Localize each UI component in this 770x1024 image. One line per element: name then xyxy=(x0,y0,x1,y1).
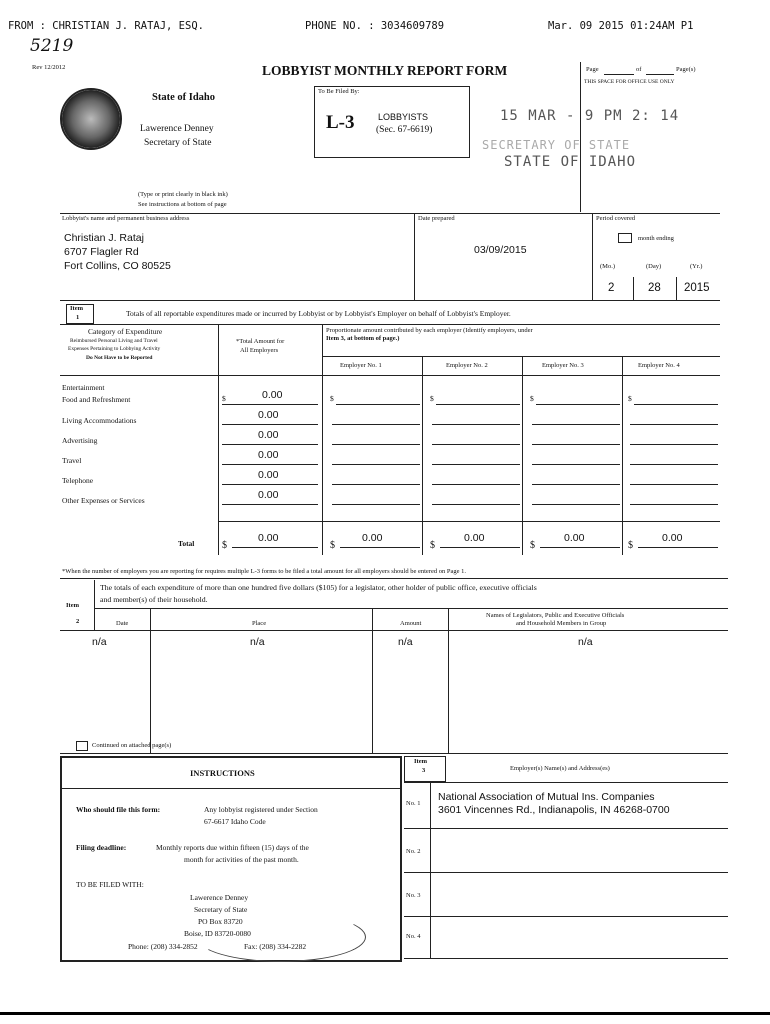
deadline-label: Filing deadline: xyxy=(76,843,127,852)
employer-no-4: No. 4 xyxy=(406,933,421,940)
item2-col-date: Date xyxy=(116,620,129,627)
employer-col-1: Employer No. 1 xyxy=(340,362,382,369)
form-code: L-3 xyxy=(326,112,355,133)
item1-number: 1 xyxy=(76,314,80,321)
item2-text-2: and member(s) of their household. xyxy=(100,595,208,604)
filed-by-line2: (Sec. 67-6619) xyxy=(376,125,433,135)
file-with-addr-2: Secretary of State xyxy=(194,905,248,914)
amount-telephone: 0.00 xyxy=(258,469,279,481)
fax-from: FROM : CHRISTIAN J. RATAJ, ESQ. xyxy=(8,20,204,32)
dollar-sign: $ xyxy=(430,394,434,403)
employer-no-3: No. 3 xyxy=(406,892,421,899)
continued-checkbox[interactable] xyxy=(76,741,88,751)
hand-drawn-circle xyxy=(196,912,366,962)
total-all: 0.00 xyxy=(258,532,279,544)
file-with-fax: Fax: (208) 334-2282 xyxy=(244,942,307,951)
dollar-sign: $ xyxy=(222,540,227,551)
dollar-sign: $ xyxy=(628,394,632,403)
dollar-sign: $ xyxy=(430,540,435,551)
lobbyist-label: Lobbyist's name and permanent business address xyxy=(62,215,190,222)
state-title: Secretary of State xyxy=(144,138,212,148)
lobbyist-street: 6707 Flagler Rd xyxy=(64,246,139,258)
lobbyist-city: Fort Collins, CO 80525 xyxy=(64,260,171,272)
instructions-title: INSTRUCTIONS xyxy=(190,768,255,778)
total-header-2: All Employers xyxy=(240,347,279,354)
lobbyist-name: Christian J. Rataj xyxy=(64,232,144,244)
total-header-1: *Total Amount for xyxy=(236,338,285,345)
category-header: Category of Expenditure xyxy=(88,327,163,336)
period-day: 28 xyxy=(648,282,661,294)
day-label: (Day) xyxy=(646,263,662,270)
fax-phone: PHONE NO. : 3034609789 xyxy=(305,20,445,32)
file-with-addr-4: Boise, ID 83720-0080 xyxy=(184,929,251,938)
date-prepared-value: 03/09/2015 xyxy=(474,244,527,256)
who-text-2: 67-6617 Idaho Code xyxy=(204,817,266,826)
dollar-sign: $ xyxy=(222,394,226,403)
item3-label: Item xyxy=(414,758,427,765)
item2-text-1: The totals of each expenditure of more than one hundred five dollars ($105) for a legislator, other holder of public office, executive officials xyxy=(100,583,537,592)
continued-label: Continued on attached page(s) xyxy=(92,742,172,749)
received-stamp-line3: STATE OF IDAHO xyxy=(504,154,637,170)
of-label: of xyxy=(636,66,642,73)
category-entertainment: Entertainment xyxy=(62,383,105,392)
category-food: Food and Refreshment xyxy=(62,395,131,404)
item2-number: 2 xyxy=(76,618,80,625)
category-travel: Travel xyxy=(62,456,82,465)
category-other: Other Expenses or Services xyxy=(62,496,145,505)
file-with-addr-1: Lawerence Denney xyxy=(190,893,249,902)
item2-col-names-2: and Household Members in Group xyxy=(516,620,607,627)
item1-text: Totals of all reportable expenditures made or incurred by Lobbyist or by Lobbyist's Employer on behalf of Lobbyist's Employer. xyxy=(126,309,511,318)
amount-living: 0.00 xyxy=(258,409,279,421)
item2-col-names-1: Names of Legislators, Public and Executive Officials xyxy=(486,612,625,619)
employer-col-4: Employer No. 4 xyxy=(638,362,680,369)
item1-label: Item xyxy=(70,305,83,312)
pages-label: Page(s) xyxy=(676,66,696,73)
employer-no-2: No. 2 xyxy=(406,848,421,855)
item2-col-place: Place xyxy=(252,620,267,627)
category-note-1: Reimbursed Personal Living and Travel xyxy=(70,338,158,344)
received-stamp-line1: 15 MAR - 9 PM 2: 14 xyxy=(500,108,680,124)
who-text-1: Any lobbyist registered under Section xyxy=(204,805,318,814)
file-with-phone: Phone: (208) 334-2852 xyxy=(128,942,198,951)
dollar-sign: $ xyxy=(530,394,534,403)
dollar-sign: $ xyxy=(330,540,335,551)
dollar-sign: $ xyxy=(628,540,633,551)
page-label: Page xyxy=(586,66,599,73)
employer-col-3: Employer No. 3 xyxy=(542,362,584,369)
idaho-seal-icon xyxy=(60,88,122,150)
category-note-3: Do Not Have to be Reported xyxy=(86,355,153,361)
handwritten-number: 5219 xyxy=(30,36,74,56)
amount-advertising: 0.00 xyxy=(258,429,279,441)
total-emp2: 0.00 xyxy=(464,532,485,544)
filed-by-line1: LOBBYISTS xyxy=(378,112,429,122)
item3-number: 3 xyxy=(422,767,426,774)
date-prepared-label: Date prepared xyxy=(418,215,455,222)
office-use-label: THIS SPACE FOR OFFICE USE ONLY xyxy=(584,79,675,85)
employer-col-2: Employer No. 2 xyxy=(446,362,488,369)
period-yr: 2015 xyxy=(684,282,710,294)
item2-label: Item xyxy=(66,602,79,609)
amount-travel: 0.00 xyxy=(258,449,279,461)
who-label: Who should file this form: xyxy=(76,805,161,814)
item2-col-amount: Amount xyxy=(400,620,422,627)
item3-header: Employer(s) Name(s) and Address(es) xyxy=(510,765,610,772)
print-note-2: See instructions at bottom of page xyxy=(138,201,227,208)
fax-date: Mar. 09 2015 01:24AM P1 xyxy=(548,20,694,32)
month-ending-checkbox[interactable] xyxy=(618,233,632,243)
mo-label: (Mo.) xyxy=(600,263,615,270)
total-emp1: 0.00 xyxy=(362,532,383,544)
total-emp3: 0.00 xyxy=(564,532,585,544)
dollar-sign: $ xyxy=(530,540,535,551)
item2-date-value: n/a xyxy=(92,636,107,648)
received-stamp-line2: SECRETARY OF STATE xyxy=(482,138,631,152)
dollar-sign: $ xyxy=(330,394,334,403)
employer-1-name: National Association of Mutual Ins. Companies xyxy=(438,791,655,803)
state-name: State of Idaho xyxy=(152,92,216,103)
employer-1-address: 3601 Vincennes Rd., Indianapolis, IN 46268-0700 xyxy=(438,804,670,816)
category-telephone: Telephone xyxy=(62,476,94,485)
file-with-label: TO BE FILED WITH: xyxy=(76,880,144,889)
category-note-2: Expenses Pertaining to Lobbying Activity xyxy=(68,346,161,352)
category-advertising: Advertising xyxy=(62,436,98,445)
form-title: LOBBYIST MONTHLY REPORT FORM xyxy=(262,63,508,78)
amount-entertainment: 0.00 xyxy=(262,389,283,401)
total-label: Total xyxy=(178,539,195,548)
revision: Rev 12/2012 xyxy=(32,64,66,71)
period-mo: 2 xyxy=(608,282,615,294)
deadline-text-2: month for activities of the past month. xyxy=(184,855,299,864)
item2-place-value: n/a xyxy=(250,636,265,648)
deadline-text-1: Monthly reports due within fifteen (15) days of the xyxy=(156,843,309,852)
print-note-1: (Type or print clearly in black ink) xyxy=(138,191,228,198)
item2-names-value: n/a xyxy=(578,636,593,648)
period-label: Period covered xyxy=(596,215,636,222)
item2-amount-value: n/a xyxy=(398,636,413,648)
item1-footnote: *When the number of employers you are reporting for requires multiple L-3 forms to be filed a total amount for all employers should be entered on Page 1. xyxy=(62,568,466,575)
employer-no-1: No. 1 xyxy=(406,800,421,807)
total-emp4: 0.00 xyxy=(662,532,683,544)
file-with-addr-3: PO Box 83720 xyxy=(198,917,243,926)
month-ending-label: month ending xyxy=(638,235,674,242)
state-official: Lawerence Denney xyxy=(140,124,214,134)
prop-header-2: Item 3, at bottom of page.) xyxy=(326,335,400,342)
category-living: Living Accommodations xyxy=(62,416,137,425)
amount-other: 0.00 xyxy=(258,489,279,501)
yr-label: (Yr.) xyxy=(690,263,703,270)
prop-header-1: Proportionate amount contributed by each employer (Identify employers, under xyxy=(326,327,533,334)
filed-by-label: To Be Filed By: xyxy=(318,88,360,95)
